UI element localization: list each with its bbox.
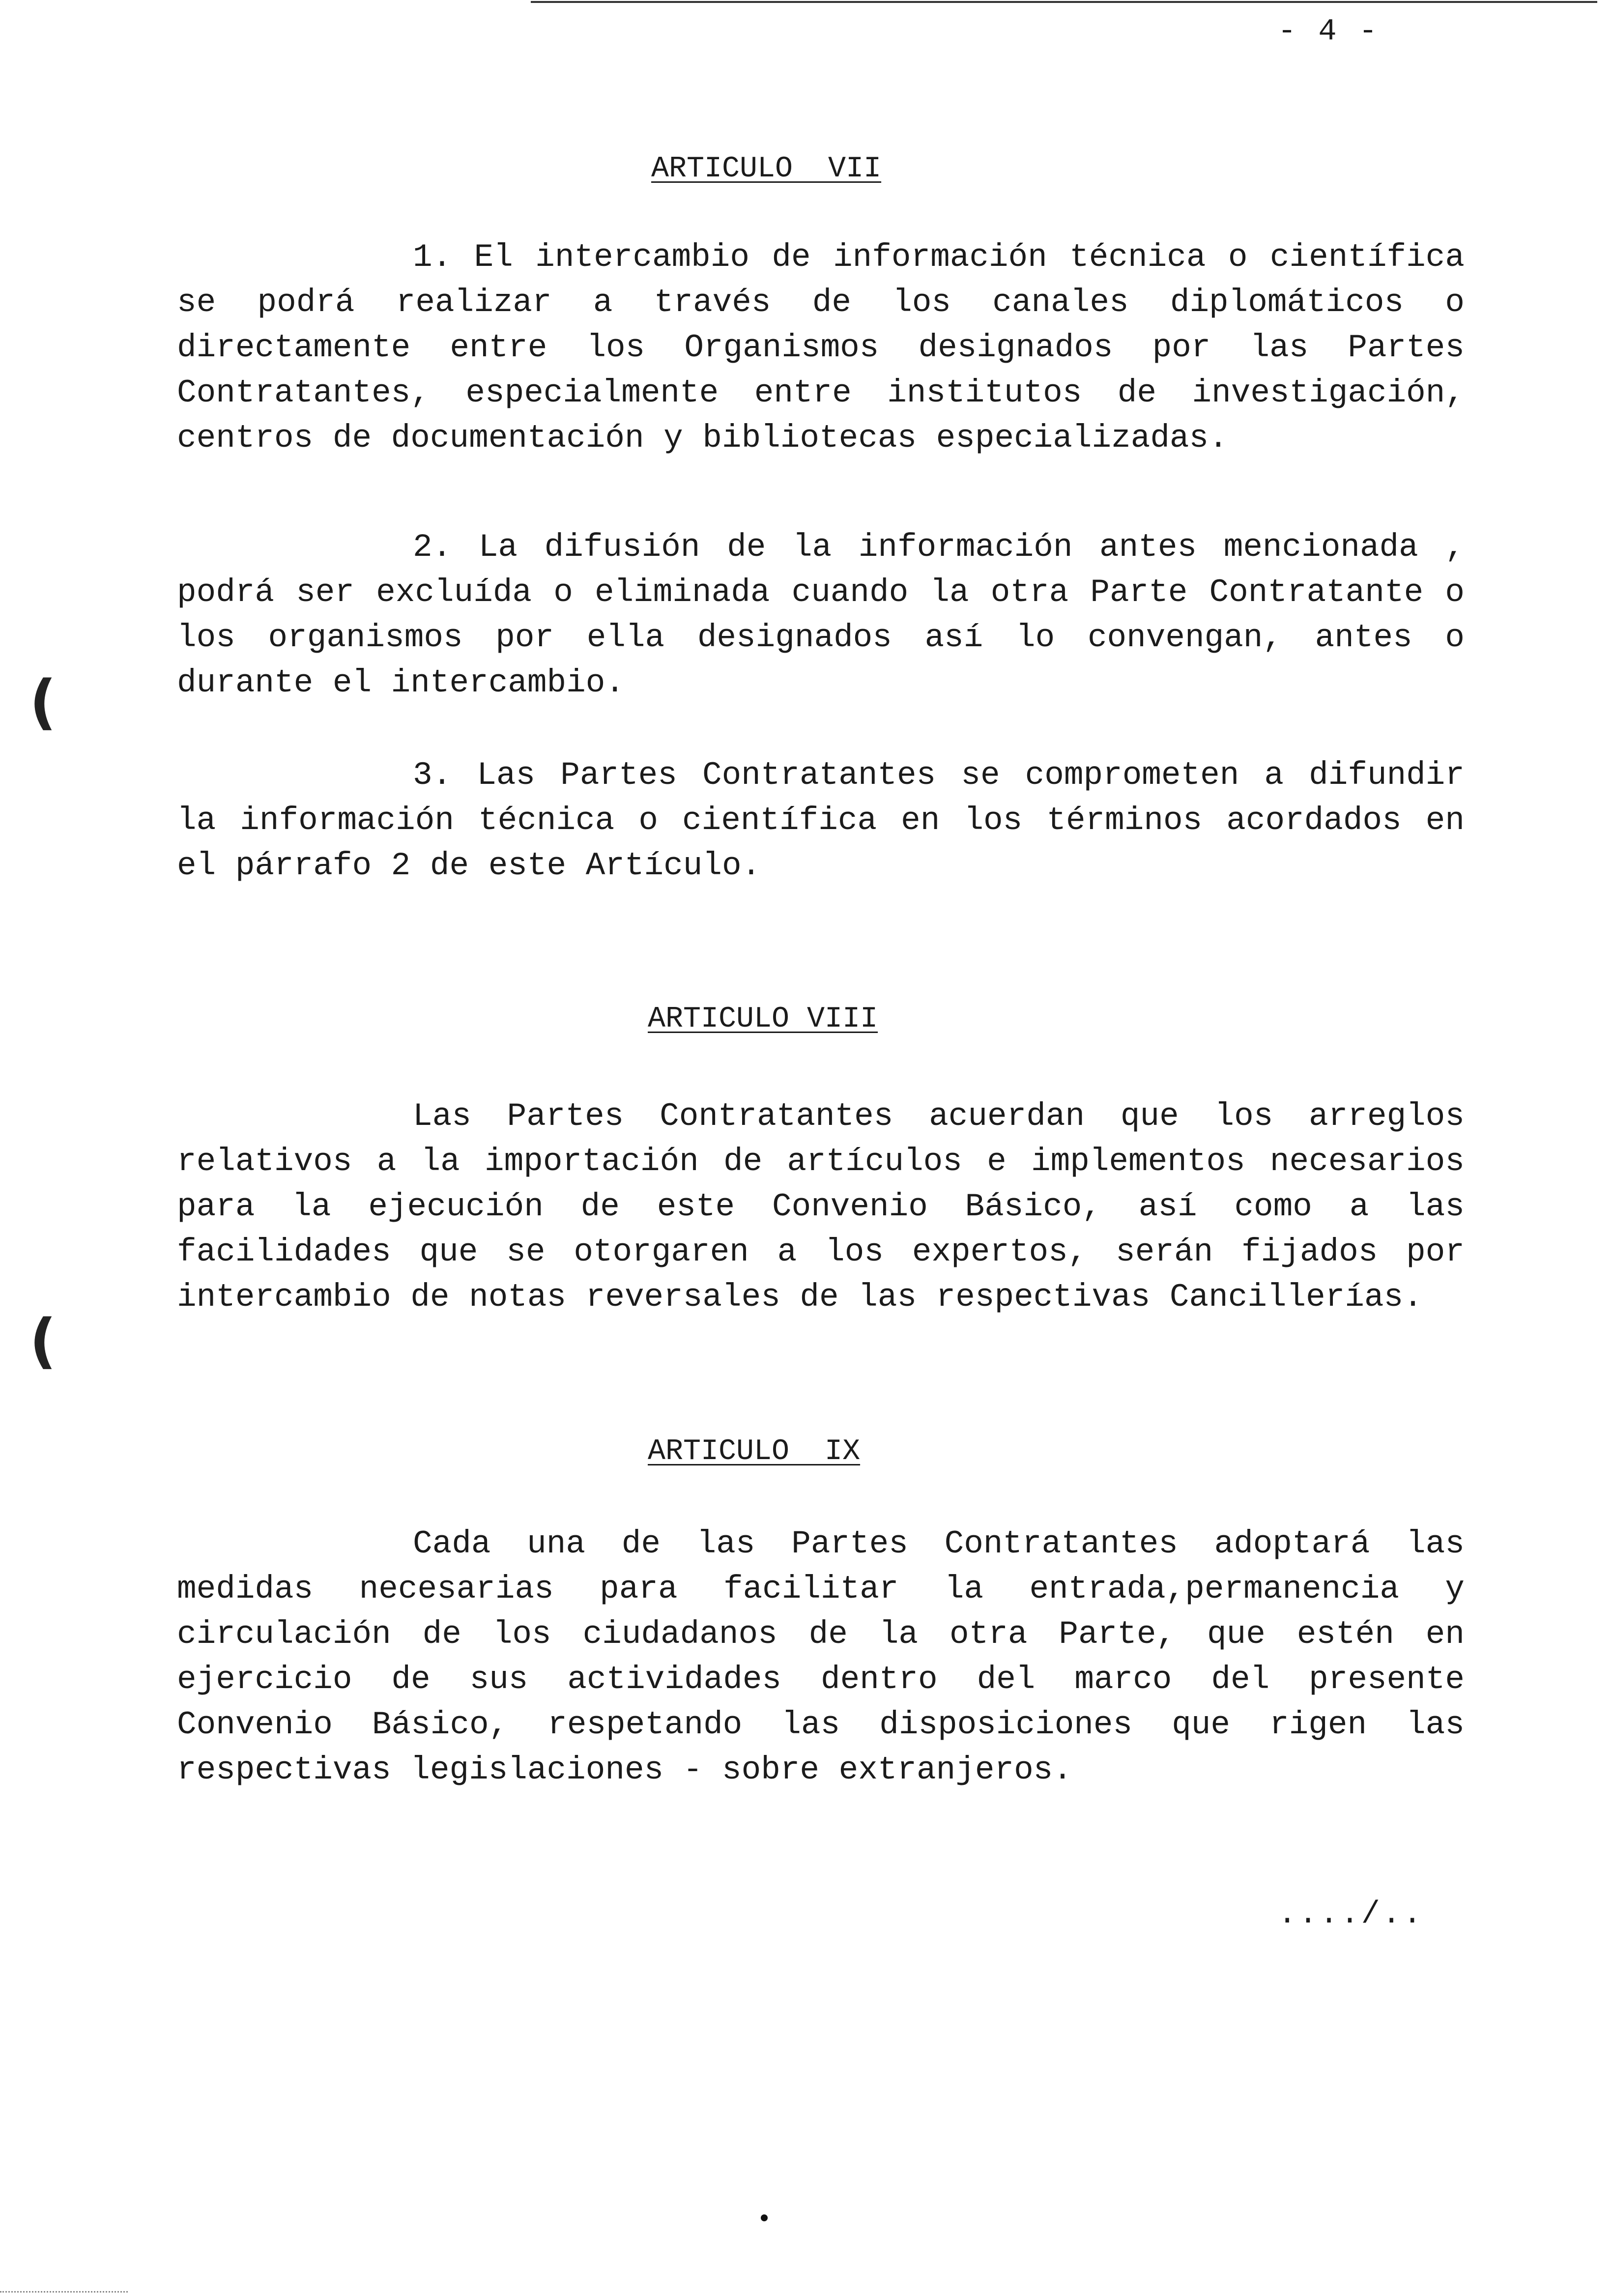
article-heading-vii: ARTICULO VII <box>651 152 882 186</box>
binder-hole-mark: ( <box>29 1307 57 1376</box>
article-vii-paragraph-1: 1. El intercambio de información técnica o científica se podrá realizar a través de los canales diplomáticos o directamente entre los Organismos designados por las Partes Contratantes, especialmente entre institutos de investigación, centros de documentación y bibliotecas especializadas. <box>177 239 1465 457</box>
continuation-mark: ..../.. <box>1278 1897 1424 1932</box>
article-heading-ix: ARTICULO IX <box>648 1435 861 1468</box>
top-rule <box>531 1 1597 3</box>
article-vii-paragraph-3: 3. Las Partes Contratantes se comprometen a difundir la información técnica o científica en los términos acordados en el párrafo 2 de este Artículo. <box>177 757 1465 884</box>
article-viii-paragraph-1: Las Partes Contratantes acuerdan que los arreglos relativos a la importación de artículos e implementos necesarios para la ejecución de este Convenio Básico, así como a las facilidades que se otorgaren a los expertos, serán fijados por intercambio de notas reversales de las respectivas Cancillerías. <box>177 1098 1465 1316</box>
article-vii-paragraph-2: 2. La difusión de la información antes mencionada , podrá ser excluída o eliminada cuando la otra Parte Contratante o los organismos por ella designados así lo convengan, antes o durante el intercambio. <box>177 529 1465 701</box>
bottom-edge <box>0 2291 128 2293</box>
article-heading-viii: ARTICULO VIII <box>648 1003 878 1036</box>
binder-hole-mark: ( <box>29 668 57 737</box>
article-ix-paragraph-1: Cada una de las Partes Contratantes adoptará las medidas necesarias para facilitar la entrada,permanencia y circulación de los ciudadanos de la otra Parte, que estén en ejercicio de sus actividades dentro del marco del presente Convenio Básico, respetando las disposiciones que rigen las respectivas legislaciones - sobre extranjeros. <box>177 1525 1465 1788</box>
page-number: - 4 - <box>1278 14 1380 49</box>
binder-margin <box>0 0 79 2296</box>
ink-dot <box>761 2214 768 2221</box>
